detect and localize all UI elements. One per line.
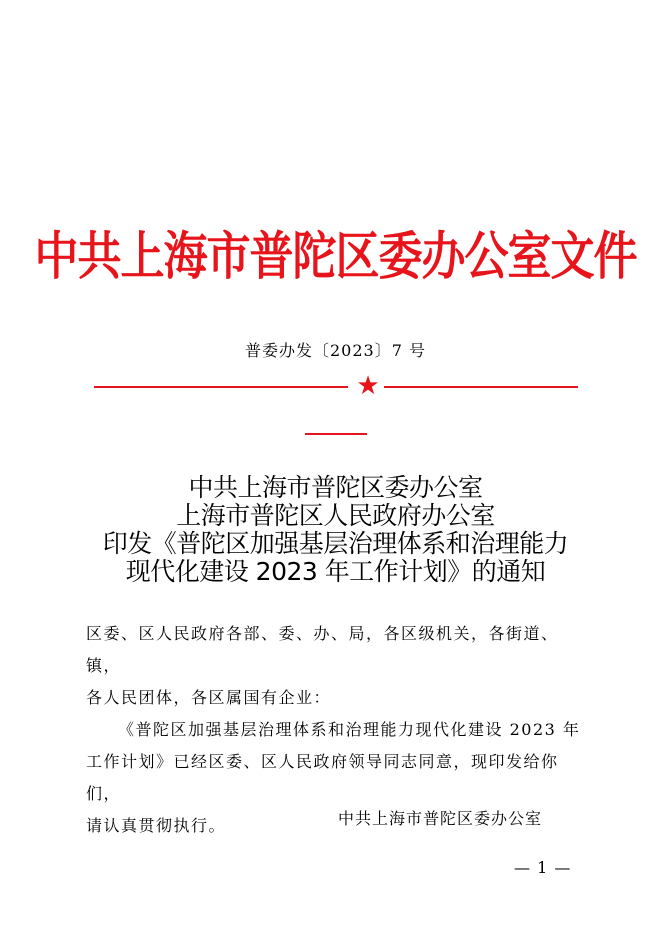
- issuer-header: 中共上海市普陀区委办公室文件: [34, 226, 637, 287]
- star-icon: ★: [356, 371, 380, 401]
- title-line-3: 印发《普陀区加强基层治理体系和治理能力: [102, 529, 569, 558]
- short-red-rule: [305, 433, 367, 435]
- paragraph-line-1: 《普陀区加强基层治理体系和治理能力现代化建设 2023 年: [118, 720, 581, 739]
- recipients-line-1: 区委、区人民政府各部、委、办、局，各区级机关，各街道、镇，: [86, 624, 559, 675]
- page-number: — 1 —: [514, 858, 572, 877]
- recipients-line-2: 各人民团体，各区属国有企业：: [86, 688, 332, 707]
- title-line-4: 现代化建设 2023 年工作计划》的通知: [125, 557, 546, 586]
- notice-title: [0, 474, 671, 586]
- title-line-2: 上海市普陀区人民政府办公室: [176, 501, 495, 530]
- document-number: 普委办发〔2023〕7 号: [245, 341, 426, 360]
- title-line-1: 中共上海市普陀区委办公室: [188, 473, 483, 502]
- paragraph-line-2: 工作计划》已经区委、区人民政府领导同志同意，现印发给你们，: [86, 752, 559, 803]
- paragraph-line-3: 请认真贯彻执行。: [86, 816, 227, 835]
- red-rule-right: [384, 386, 578, 388]
- red-rule-left: [94, 386, 348, 388]
- signature: 中共上海市普陀区委办公室: [338, 809, 543, 828]
